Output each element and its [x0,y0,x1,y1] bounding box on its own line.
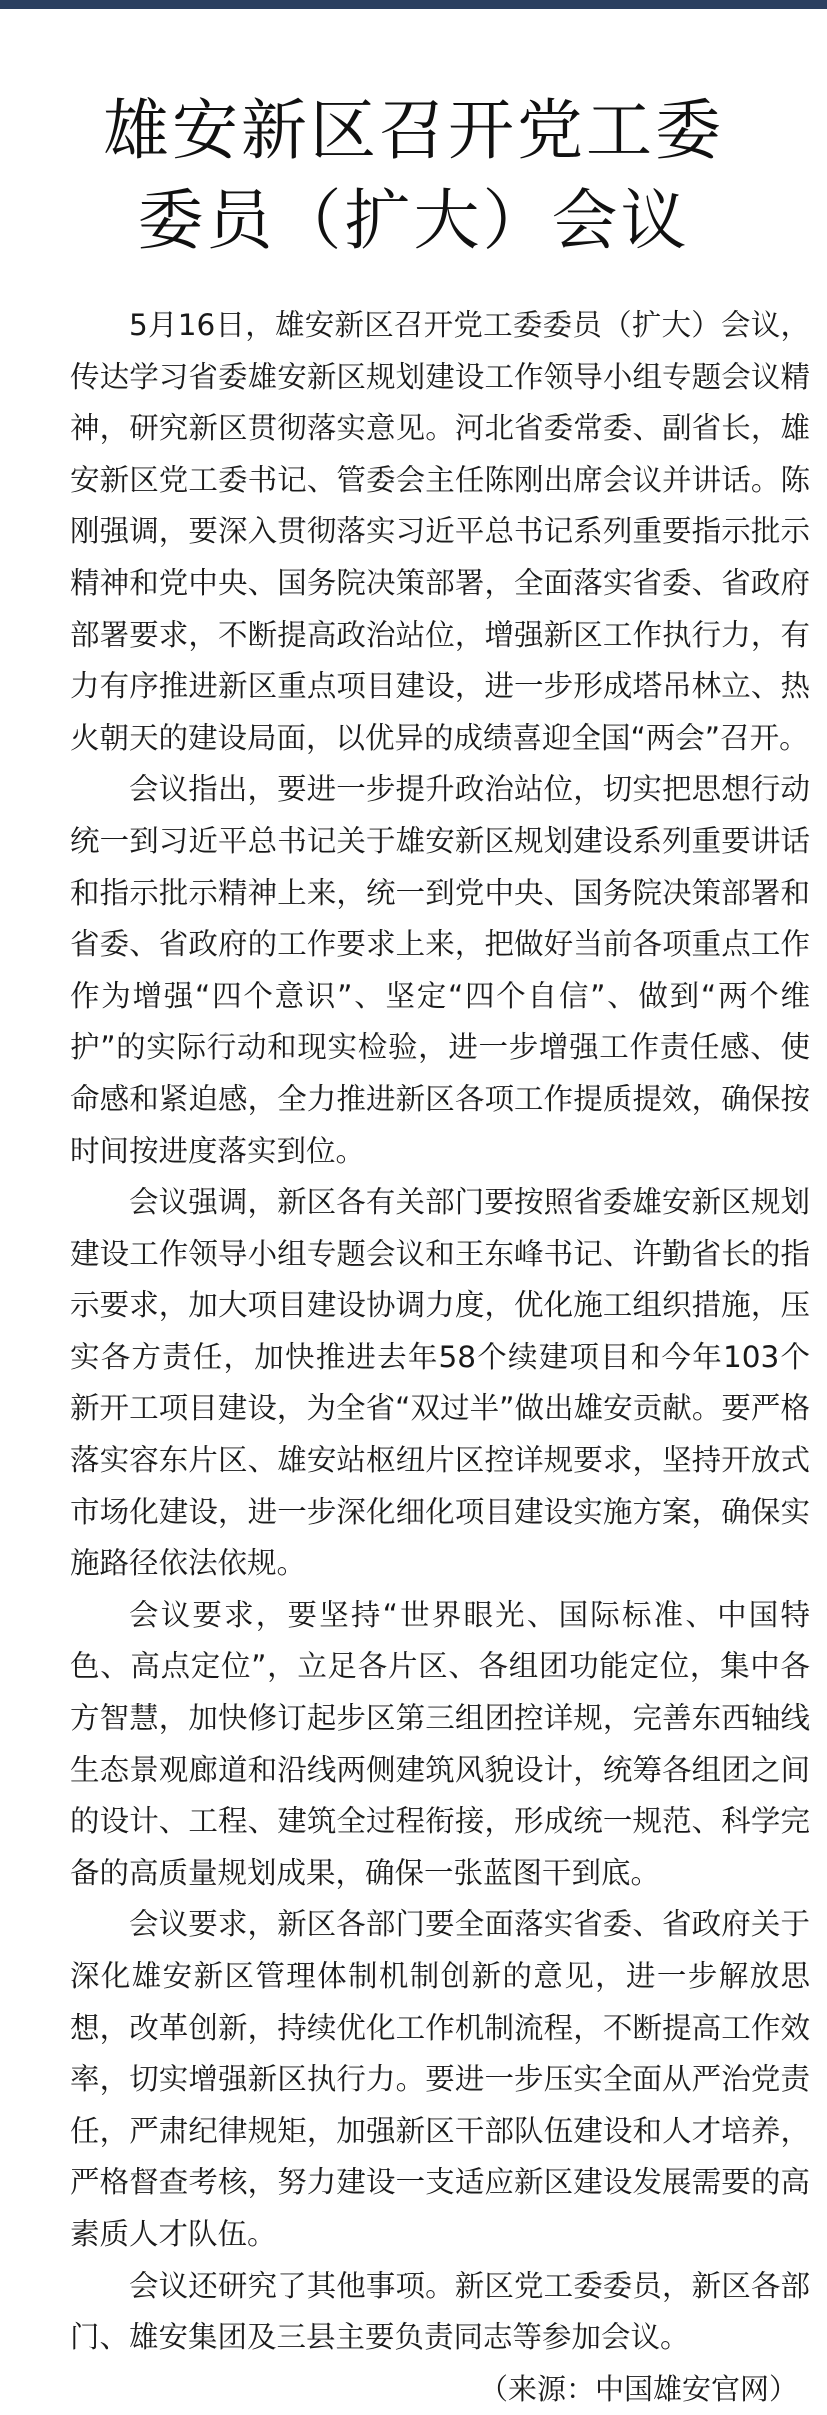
paragraph: 5月16日，雄安新区召开党工委委员（扩大）会议，传达学习省委雄安新区规划建设工作领导小组专题会议精神，研究新区贯彻落实意见。河北省委常委、副省长，雄安新区党工委书记、管委会主任陈刚出席会议并讲话。陈刚强调，要深入贯彻落实习近平总书记系列重要指示批示精神和党中央、国务院决策部署，全面落实省委、省政府部署要求，不断提高政治站位，增强新区工作执行力，有力有序推进新区重点项目建设，进一步形成塔吊林立、热火朝天的建设局面，以优异的成绩喜迎全国“两会”召开。 [70,308,810,755]
article-title [0,86,827,266]
article-body [70,300,810,2415]
top-decoration-bar [0,0,827,9]
paragraph: 会议要求，要坚持“世界眼光、国际标准、中国特色、高点定位”，立足各片区、各组团功能定位，集中各方智慧，加快修订起步区第三组团控详规，完善东西轴线生态景观廊道和沿线两侧建筑风貌设计，统筹各组团之间的设计、工程、建筑全过程衔接，形成统一规范、科学完备的高质量规划成果，确保一张蓝图干到底。 [70,1597,810,1890]
paragraph: 会议要求，新区各部门要全面落实省委、省政府关于深化雄安新区管理体制机制创新的意见，进一步解放思想，改革创新，持续优化工作机制流程，不断提高工作效率，切实增强新区执行力。要进一步压实全面从严治党责任，严肃纪律规矩，加强新区干部队伍建设和人才培养，严格督查考核，努力建设一支适应新区建设发展需要的高素质人才队伍。 [70,1907,810,2251]
title-line-1: 雄安新区召开党工委 [103,92,724,169]
paragraph: 会议还研究了其他事项。新区党工委委员，新区各部门、雄安集团及三县主要负责同志等参加会议。 [70,2268,810,2355]
paragraph: 会议强调，新区各有关部门要按照省委雄安新区规划建设工作领导小组专题会议和王东峰书记、许勤省长的指示要求，加大项目建设协调力度，优化施工组织措施，压实各方责任，加快推进去年58个续建项目和今年103个新开工项目建设，为全省“双过半”做出雄安贡献。要严格落实容东片区、雄安站枢纽片区控详规要求，坚持开放式市场化建设，进一步深化细化项目建设实施方案，确保实施路径依法依规。 [70,1185,810,1581]
paragraph: 会议指出，要进一步提升政治站位，切实把思想行动统一到习近平总书记关于雄安新区规划建设系列重要讲话和指示批示精神上来，统一到党中央、国务院决策部署和省委、省政府的工作要求上来，把做好当前各项重点工作作为增强“四个意识”、坚定“四个自信”、做到“两个维护”的实际行动和现实检验，进一步增强工作责任感、使命感和紧迫感，全力推进新区各项工作提质提效，确保按时间按进度落实到位。 [70,772,810,1168]
title-line-2: 委员（扩大）会议 [137,182,690,259]
source-attribution: （来源：中国雄安官网） [478,2371,798,2406]
